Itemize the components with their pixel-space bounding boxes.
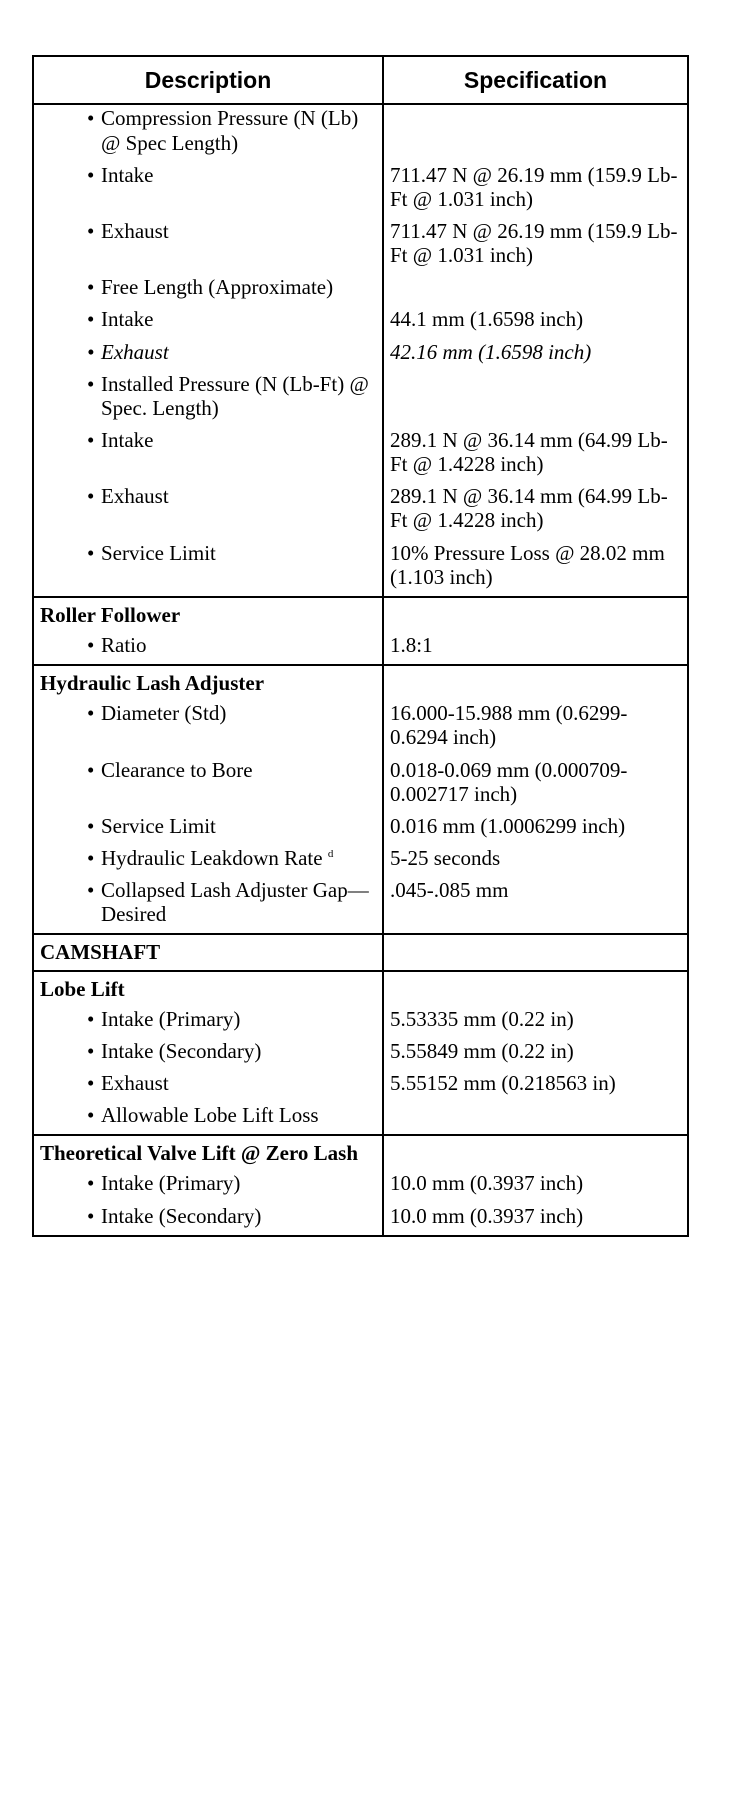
bullet-icon: •: [87, 813, 95, 838]
specification-cell: 711.47 N @ 26.19 mm (159.9 Lb-Ft @ 1.031 inch): [383, 162, 688, 218]
bullet-icon: •: [87, 1070, 95, 1095]
table-row: [33, 845, 688, 877]
table-body: [33, 104, 688, 1235]
item-label: Ratio: [101, 632, 147, 657]
item-label: Intake: [101, 162, 154, 187]
bullet-icon: •: [87, 540, 95, 565]
description-cell: [33, 483, 383, 539]
description-cell: [33, 877, 383, 934]
item-label-wrap: [101, 846, 376, 870]
specification-cell: 0.016 mm (1.0006299 inch): [383, 813, 688, 845]
table-row: [33, 1038, 688, 1070]
item-label-wrap: [101, 701, 376, 725]
specification-cell: 711.47 N @ 26.19 mm (159.9 Lb-Ft @ 1.031 inch): [383, 218, 688, 274]
bullet-icon: •: [87, 845, 95, 870]
specification-cell: [383, 371, 688, 427]
item-label: Hydraulic Leakdown Rate: [101, 845, 323, 870]
bullet-icon: •: [87, 371, 95, 396]
footnote-marker: d: [327, 847, 334, 860]
table-row: [33, 104, 688, 161]
item-label: Allowable Lobe Lift Loss: [101, 1103, 319, 1128]
table-row: [33, 877, 688, 934]
item-label-wrap: [101, 163, 376, 187]
bullet-icon: •: [87, 878, 95, 903]
specification-cell: [383, 1135, 688, 1170]
bullet-item: [34, 219, 376, 243]
description-cell: [33, 632, 383, 665]
item-label: Installed Pressure (N (Lb-Ft) @ Spec. Length): [101, 371, 369, 420]
bullet-item: [34, 1007, 376, 1031]
item-label-wrap: [101, 106, 376, 154]
bullet-icon: •: [87, 1203, 95, 1228]
bullet-icon: •: [87, 427, 95, 452]
bullet-icon: •: [87, 162, 95, 187]
item-label-wrap: [101, 307, 376, 331]
table-row: [33, 540, 688, 597]
bullet-item: [34, 846, 376, 870]
item-label: Intake (Primary): [101, 1171, 241, 1196]
item-label-wrap: [101, 1071, 376, 1095]
specification-cell: 289.1 N @ 36.14 mm (64.99 Lb-Ft @ 1.4228 inch): [383, 427, 688, 483]
specification-cell: 42.16 mm (1.6598 inch): [383, 339, 688, 371]
description-cell: [33, 700, 383, 756]
bullet-item: [34, 307, 376, 331]
section-heading: Theoretical Valve Lift @ Zero Lash: [40, 1141, 359, 1166]
item-label-wrap: [101, 340, 376, 364]
table-row: [33, 1070, 688, 1102]
description-cell: [33, 1038, 383, 1070]
description-cell: [33, 757, 383, 813]
item-label-wrap: [101, 633, 376, 657]
description-cell: [33, 540, 383, 597]
table-row: [33, 700, 688, 756]
description-cell: [33, 1135, 383, 1170]
item-label: Intake (Secondary): [101, 1038, 262, 1063]
description-cell: [33, 845, 383, 877]
section-heading-row: [33, 665, 688, 700]
bullet-icon: •: [87, 339, 95, 364]
item-label: Free Length (Approximate): [101, 275, 334, 300]
description-cell: [33, 1070, 383, 1102]
bullet-item: [34, 701, 376, 725]
specification-cell: 289.1 N @ 36.14 mm (64.99 Lb-Ft @ 1.4228 inch): [383, 483, 688, 539]
specification-cell: [383, 1102, 688, 1135]
specification-cell: 10.0 mm (0.3937 inch): [383, 1170, 688, 1202]
item-label-wrap: [101, 1171, 376, 1195]
bullet-icon: •: [87, 1171, 95, 1196]
item-label: Exhaust: [101, 484, 169, 509]
bullet-icon: •: [87, 1038, 95, 1063]
description-cell: [33, 306, 383, 338]
description-cell: [33, 971, 383, 1006]
bullet-item: [34, 541, 376, 565]
bullet-icon: •: [87, 307, 95, 332]
item-label-wrap: [101, 814, 376, 838]
item-label: Intake (Secondary): [101, 1203, 262, 1228]
bullet-item: [34, 1204, 376, 1228]
header-row: [33, 56, 688, 104]
specification-cell: [383, 665, 688, 700]
bullet-icon: •: [87, 757, 95, 782]
specification-cell: [383, 597, 688, 632]
bullet-item: [34, 758, 376, 782]
table-row: [33, 632, 688, 665]
section-heading: Hydraulic Lash Adjuster: [40, 671, 265, 696]
table-row: [33, 1203, 688, 1236]
specification-cell: 10.0 mm (0.3937 inch): [383, 1203, 688, 1236]
description-cell: [33, 597, 383, 632]
section-heading: CAMSHAFT: [40, 940, 161, 965]
item-label: Compression Pressure (N (Lb) @ Spec Length): [101, 106, 359, 155]
description-cell: [33, 665, 383, 700]
item-label-wrap: [101, 758, 376, 782]
bullet-icon: •: [87, 106, 95, 131]
table-row: [33, 1006, 688, 1038]
description-cell: [33, 1102, 383, 1135]
description-cell: [33, 104, 383, 161]
specification-cell: 10% Pressure Loss @ 28.02 mm (1.103 inch): [383, 540, 688, 597]
description-cell: [33, 218, 383, 274]
specification-cell: [383, 934, 688, 970]
item-label-wrap: [101, 1039, 376, 1063]
item-label: Exhaust: [101, 1070, 169, 1095]
specification-cell: 1.8:1: [383, 632, 688, 665]
table-row: [33, 1170, 688, 1202]
specification-cell: 44.1 mm (1.6598 inch): [383, 306, 688, 338]
specification-cell: .045-.085 mm: [383, 877, 688, 934]
spec-table: [32, 55, 689, 1237]
specification-cell: 0.018-0.069 mm (0.000709-0.002717 inch): [383, 757, 688, 813]
description-cell: [33, 427, 383, 483]
bullet-icon: •: [87, 219, 95, 243]
item-label-wrap: [101, 219, 376, 243]
item-label: Service Limit: [101, 813, 216, 838]
specification-cell: [383, 104, 688, 161]
table-row: [33, 339, 688, 371]
header-specification: Specification: [383, 56, 688, 104]
bullet-item: [34, 163, 376, 187]
item-label: Diameter (Std): [101, 701, 227, 726]
item-label-wrap: [101, 372, 376, 420]
table-row: [33, 427, 688, 483]
table-row: [33, 306, 688, 338]
specification-cell: 5.53335 mm (0.22 in): [383, 1006, 688, 1038]
table-row: [33, 1102, 688, 1135]
bullet-item: [34, 106, 376, 154]
section-heading-row: [33, 597, 688, 632]
bullet-item: [34, 633, 376, 657]
item-label: Clearance to Bore: [101, 757, 253, 782]
specification-cell: 5.55152 mm (0.218563 in): [383, 1070, 688, 1102]
bullet-item: [34, 428, 376, 452]
description-cell: [33, 813, 383, 845]
item-label: Collapsed Lash Adjuster Gap—Desired: [101, 878, 369, 927]
description-cell: [33, 1170, 383, 1202]
bullet-item: [34, 1103, 376, 1127]
bullet-item: [34, 1171, 376, 1195]
item-label: Intake (Primary): [101, 1006, 241, 1031]
bullet-item: [34, 275, 376, 299]
table-row: [33, 757, 688, 813]
item-label: Service Limit: [101, 540, 216, 565]
specification-cell: 5-25 seconds: [383, 845, 688, 877]
section-heading: Roller Follower: [40, 602, 181, 627]
specification-cell: [383, 274, 688, 306]
table-row: [33, 274, 688, 306]
item-label-wrap: [101, 428, 376, 452]
bullet-icon: •: [87, 484, 95, 509]
bullet-item: [34, 372, 376, 420]
description-cell: [33, 1006, 383, 1038]
bullet-item: [34, 878, 376, 926]
item-label-wrap: [101, 1204, 376, 1228]
section-heading-row: [33, 934, 688, 970]
header-description: Description: [33, 56, 383, 104]
table-row: [33, 371, 688, 427]
description-cell: [33, 339, 383, 371]
bullet-item: [34, 814, 376, 838]
section-heading: Lobe Lift: [40, 976, 125, 1001]
description-cell: [33, 934, 383, 970]
item-label: Intake: [101, 427, 154, 452]
specification-cell: 5.55849 mm (0.22 in): [383, 1038, 688, 1070]
description-cell: [33, 371, 383, 427]
specification-cell: 16.000-15.988 mm (0.6299-0.6294 inch): [383, 700, 688, 756]
description-cell: [33, 274, 383, 306]
bullet-item: [34, 340, 376, 364]
item-label-wrap: [101, 1007, 376, 1031]
table-header: [33, 56, 688, 104]
bullet-item: [34, 484, 376, 508]
table-row: [33, 218, 688, 274]
item-label-wrap: [101, 1103, 376, 1127]
table-row: [33, 813, 688, 845]
item-label: Exhaust: [101, 219, 169, 243]
table-row: [33, 483, 688, 539]
item-label-wrap: [101, 484, 376, 508]
bullet-item: [34, 1071, 376, 1095]
table-row: [33, 162, 688, 218]
bullet-icon: •: [87, 632, 95, 657]
bullet-icon: •: [87, 701, 95, 726]
bullet-icon: •: [87, 1103, 95, 1128]
item-label-wrap: [101, 275, 376, 299]
bullet-icon: •: [87, 275, 95, 300]
section-heading-row: [33, 1135, 688, 1170]
description-cell: [33, 1203, 383, 1236]
item-label: Intake: [101, 307, 154, 332]
item-label-wrap: [101, 878, 376, 926]
section-heading-row: [33, 971, 688, 1006]
bullet-icon: •: [87, 1006, 95, 1031]
item-label: Exhaust: [101, 339, 169, 364]
bullet-item: [34, 1039, 376, 1063]
description-cell: [33, 162, 383, 218]
specification-cell: [383, 971, 688, 1006]
item-label-wrap: [101, 541, 376, 565]
